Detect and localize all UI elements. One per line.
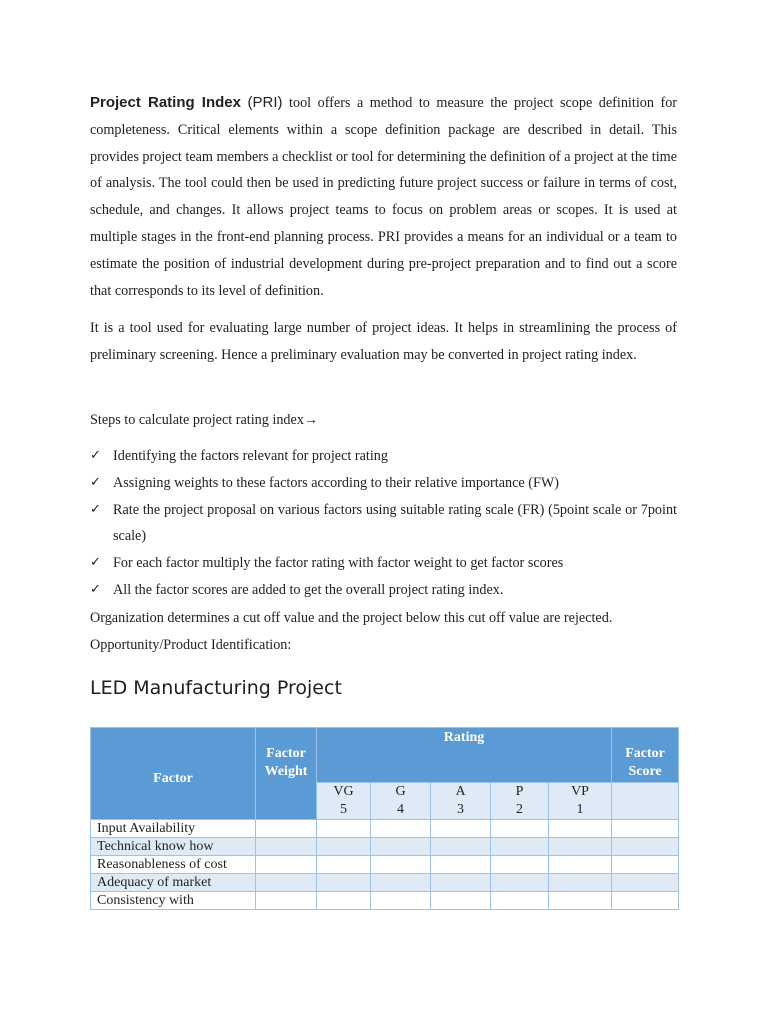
- scale-value: 3: [457, 802, 464, 817]
- step-text: Assigning weights to these factors according to their relative importance (FW): [113, 474, 559, 491]
- weight-cell: [256, 874, 317, 892]
- rating-cell: [491, 856, 549, 874]
- rating-cell: [491, 820, 549, 838]
- rating-cell: [371, 874, 431, 892]
- opportunity-label: Opportunity/Product Identification:: [90, 637, 292, 653]
- score-cell: [612, 874, 679, 892]
- cutoff-note: Organization determines a cut off value and the project below this cut off value are rejected.: [90, 610, 613, 626]
- rating-cell: [431, 838, 491, 856]
- checkmark-icon: ✓: [90, 501, 101, 517]
- factor-cell: Adequacy of market: [91, 874, 256, 892]
- scale-label: G: [395, 784, 406, 799]
- table-row: [91, 820, 679, 838]
- score-column-header-text: Factor Score: [625, 746, 665, 779]
- weight-column-header: [256, 728, 317, 820]
- table-row: [91, 856, 679, 874]
- step-item: [90, 497, 677, 551]
- rating-cell: [549, 820, 612, 838]
- rating-cell: [549, 874, 612, 892]
- checkmark-icon: ✓: [90, 555, 101, 571]
- scale-cell-empty: [612, 783, 679, 820]
- rating-cell: [371, 856, 431, 874]
- rating-table: [90, 727, 679, 910]
- score-cell: [612, 856, 679, 874]
- rating-cell: [431, 820, 491, 838]
- rating-cell: [317, 856, 371, 874]
- table-header-row: [91, 728, 679, 783]
- step-item: [90, 550, 677, 577]
- steps-list: [90, 443, 677, 604]
- tool-description-paragraph: It is a tool used for evaluating large number of project ideas. It helps in streamlining the process of preliminary screening. Hence a preliminary evaluation may be converted in project rating index.: [90, 320, 677, 363]
- step-text: Rate the project proposal on various factors using suitable rating scale (FR) (5point scale or 7point scale): [113, 501, 677, 545]
- rating-cell: [371, 892, 431, 910]
- checkmark-icon: ✓: [90, 474, 101, 490]
- rating-cell: [491, 892, 549, 910]
- factor-cell: Consistency with: [91, 892, 256, 910]
- checkmark-icon: ✓: [90, 581, 101, 597]
- weight-cell: [256, 856, 317, 874]
- score-cell: [612, 838, 679, 856]
- steps-heading: Steps to calculate project rating index→: [90, 412, 319, 428]
- rating-cell: [491, 838, 549, 856]
- table-row: [91, 892, 679, 910]
- rating-cell: [317, 838, 371, 856]
- scale-cell-p: [491, 783, 549, 820]
- rating-cell: [491, 874, 549, 892]
- rating-cell: [431, 892, 491, 910]
- scale-value: 4: [397, 802, 404, 817]
- factor-column-header: [91, 728, 256, 820]
- weight-cell: [256, 820, 317, 838]
- factor-cell: Technical know how: [91, 838, 256, 856]
- scale-value: 1: [576, 802, 584, 817]
- weight-cell: [256, 892, 317, 910]
- checkmark-icon: ✓: [90, 448, 101, 463]
- factor-cell: Reasonableness of cost: [91, 856, 256, 874]
- rating-cell: [549, 892, 612, 910]
- rating-cell: [371, 838, 431, 856]
- scale-cell-g: [371, 783, 431, 820]
- rating-cell: [317, 874, 371, 892]
- step-text: All the factor scores are added to get the overall project rating index.: [113, 581, 504, 598]
- scale-label: VG: [333, 784, 354, 799]
- scale-label: VP: [571, 784, 589, 799]
- score-cell: [612, 892, 679, 910]
- rating-cell: [371, 820, 431, 838]
- rating-cell: [317, 820, 371, 838]
- weight-cell: [256, 838, 317, 856]
- rating-column-header: [317, 728, 612, 783]
- step-item: [90, 443, 677, 470]
- rating-column-header-text: Rating: [443, 730, 485, 745]
- scale-cell-a: [431, 783, 491, 820]
- score-column-header: [612, 728, 679, 783]
- weight-column-header-text: Factor Weight: [264, 746, 308, 779]
- rating-cell: [431, 874, 491, 892]
- rating-cell: [431, 856, 491, 874]
- pri-abbreviation: (PRI): [247, 94, 283, 111]
- scale-label: P: [515, 784, 524, 799]
- rating-cell: [317, 892, 371, 910]
- factor-cell: Input Availability: [91, 820, 256, 838]
- table-row: [91, 874, 679, 892]
- step-item: [90, 470, 677, 497]
- step-text: For each factor multiply the factor rating with factor weight to get factor scores: [113, 555, 564, 572]
- score-cell: [612, 820, 679, 838]
- scale-label: A: [455, 784, 466, 799]
- rating-cell: [549, 856, 612, 874]
- scale-cell-vg: [317, 783, 371, 820]
- step-item: [90, 577, 677, 604]
- table-row: [91, 838, 679, 856]
- section-title: LED Manufacturing Project: [90, 677, 342, 699]
- pri-term: Project Rating Index: [90, 94, 241, 111]
- scale-cell-vp: [549, 783, 612, 820]
- intro-body: tool offers a method to measure the project scope definition for completeness. Critical elements within a scope definition package are described in detail. This provides project team members a checklist or tool for determining the definition of a project at the time of analysis. The tool could then be used in predicting future project success or failure in terms of cost, schedule, and changes. It allows project teams to focus on problem areas or scopes. It is used at multiple stages in the front-end planning process. PRI provides a means for an individual or a team to estimate the position of industrial development during pre-project preparation and to find out a score that corresponds to its level of definition.: [90, 95, 678, 299]
- rating-cell: [549, 838, 612, 856]
- scale-value: 2: [516, 802, 523, 817]
- factor-column-header-text: Factor: [153, 770, 193, 786]
- step-text: Identifying the factors relevant for project rating: [113, 448, 388, 464]
- intro-paragraph: [90, 90, 677, 304]
- scale-value: 5: [340, 802, 347, 817]
